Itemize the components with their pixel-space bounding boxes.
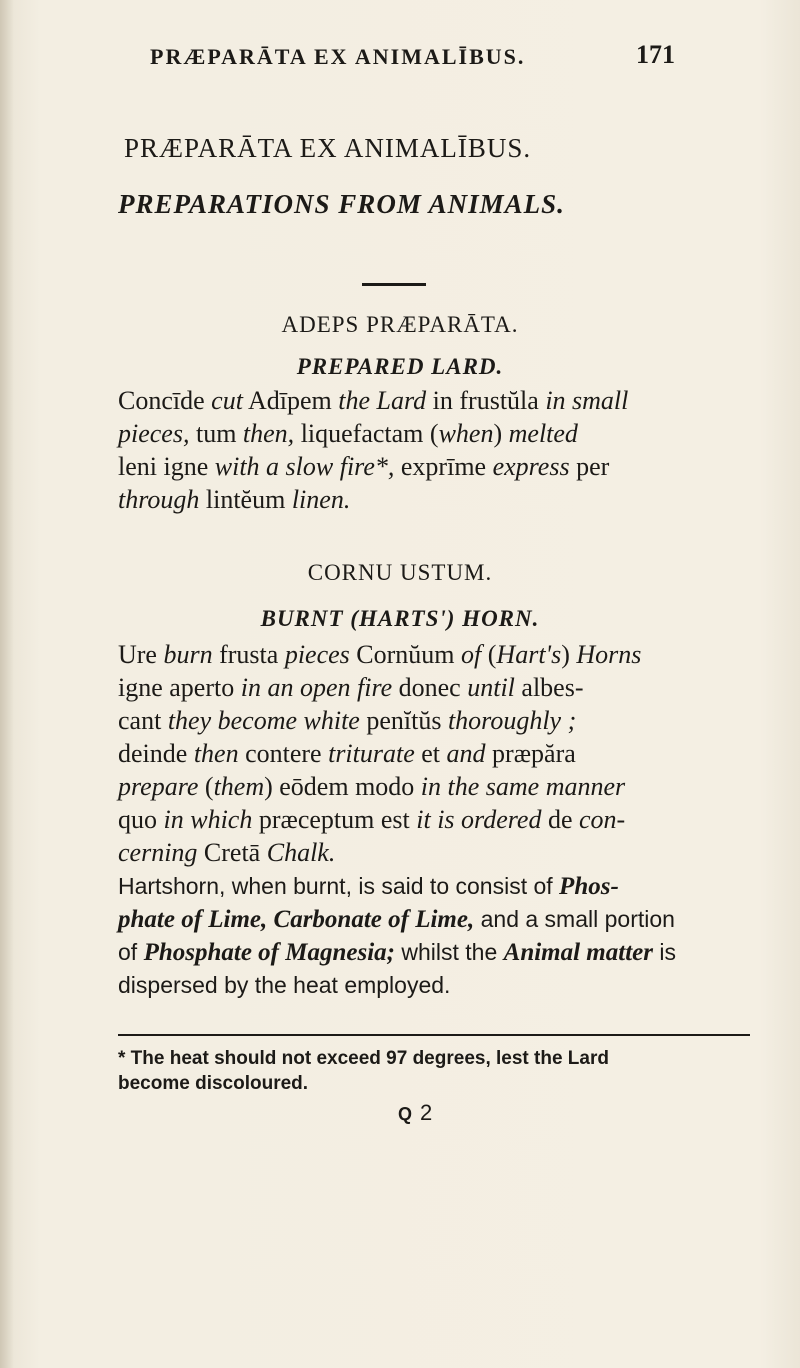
cornu-line: igne aperto in an open fire donec until albes- <box>118 673 584 702</box>
cornu-line: prepare (them) eōdem modo in the same manner <box>118 772 626 801</box>
cornu-line: cerning Cretā Chalk. <box>118 838 336 867</box>
running-head: PRÆPARĀTA EX ANIMALĪBUS. <box>150 44 526 69</box>
adeps-line: pieces, tum then, liquefactam (when) melted <box>118 419 578 448</box>
footnote <box>118 1046 758 1096</box>
adeps-subheading: PREPARED LARD. <box>296 354 504 379</box>
cornu-line: cant they become white penĭtŭs thoroughly ; <box>118 706 577 735</box>
hartshorn-line: Hartshorn, when burnt, is said to consist of Phos- <box>118 873 619 900</box>
binding-shadow <box>0 0 14 1368</box>
hartshorn-line: dispersed by the heat employed. <box>118 972 451 998</box>
adeps-paragraph <box>118 384 758 516</box>
hartshorn-paragraph <box>118 870 758 1002</box>
page-number: 171 <box>636 40 675 69</box>
cornu-line: quo in which præceptum est it is ordered de con- <box>118 805 626 834</box>
adeps-line: leni igne with a slow fire*, exprīme express per <box>118 452 610 481</box>
cornu-paragraph <box>118 638 758 869</box>
hartshorn-line: of Phosphate of Magnesia; whilst the Animal matter is <box>118 939 676 966</box>
signature-mark <box>398 1100 432 1126</box>
signature-letter: Q <box>398 1104 413 1124</box>
cornu-subheading: BURNT (HARTS') HORN. <box>260 606 540 631</box>
footnote-rule <box>118 1034 750 1036</box>
footnote-line: * The heat should not exceed 97 degrees, lest the Lard <box>118 1048 609 1069</box>
cornu-line: Ure burn frusta pieces Cornŭum of (Hart's) Horns <box>118 640 642 669</box>
hartshorn-line: phate of Lime, Carbonate of Lime, and a small portion <box>118 906 675 933</box>
footnote-line: become discoloured. <box>118 1073 309 1094</box>
cornu-heading: CORNU USTUM. <box>307 560 493 585</box>
short-rule <box>362 283 426 286</box>
signature-number: 2 <box>420 1100 433 1125</box>
cornu-line: deinde then contere triturate et and præpăra <box>118 739 576 768</box>
adeps-line: through lintĕum linen. <box>118 485 351 514</box>
main-title-latin: PRÆPARĀTA EX ANIMALĪBUS. <box>124 133 532 163</box>
adeps-line: Concīde cut Adīpem the Lard in frustŭla in small <box>118 386 629 415</box>
adeps-heading: ADEPS PRÆPARĀTA. <box>281 312 519 337</box>
main-title-english: PREPARATIONS FROM ANIMALS. <box>118 189 565 219</box>
